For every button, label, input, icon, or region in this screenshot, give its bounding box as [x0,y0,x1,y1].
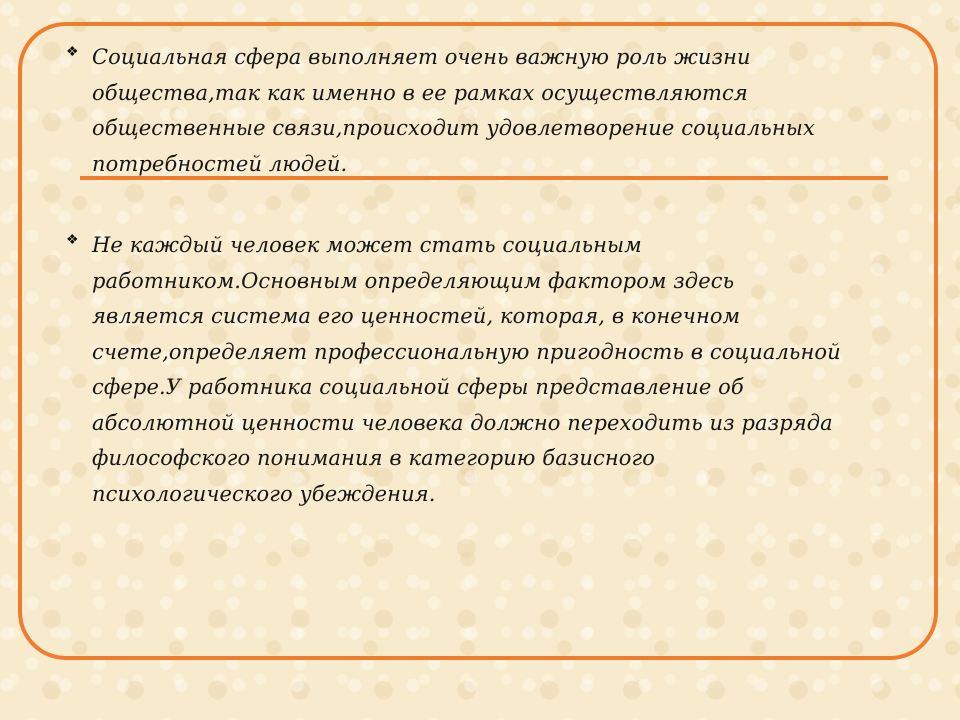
divider-line [80,176,888,180]
paragraph-2-line: счете,определяет профессиональную пригодность в социальной [92,339,841,364]
paragraph-2 [92,228,892,512]
paragraph-2-line: Не каждый человек может стать социальным [92,233,642,257]
diamond-bullet-icon: ❖ [66,232,79,248]
paragraph-1-line: потребностей людей. [92,151,348,176]
paragraph-1-line: общества,так как именно в ее рамках осуществляются [92,80,748,105]
bullet-item-2 [66,228,892,512]
paragraph-1-line: общественные связи,происходит удовлетворение социальных [92,116,815,140]
paragraph-2-line: работником.Основным определяющим фактором здесь [92,268,735,293]
paragraph-2-line: психологического убеждения. [92,481,436,506]
paragraph-2-line: философского понимания в категорию базисного [92,446,655,470]
bullet-item-1 [66,40,872,182]
paragraph-2-line: абсолютной ценности человека должно переходить из разряда [92,410,833,435]
diamond-bullet-icon: ❖ [66,44,79,60]
paragraph-1 [92,40,872,182]
paragraph-2-line: сфере.У работника социальной сферы представление об [92,375,744,399]
paragraph-2-line: является система его ценностей, которая, в конечном [92,304,741,328]
paragraph-1-line: Социальная сфера выполняет очень важную роль жизни [92,45,751,69]
